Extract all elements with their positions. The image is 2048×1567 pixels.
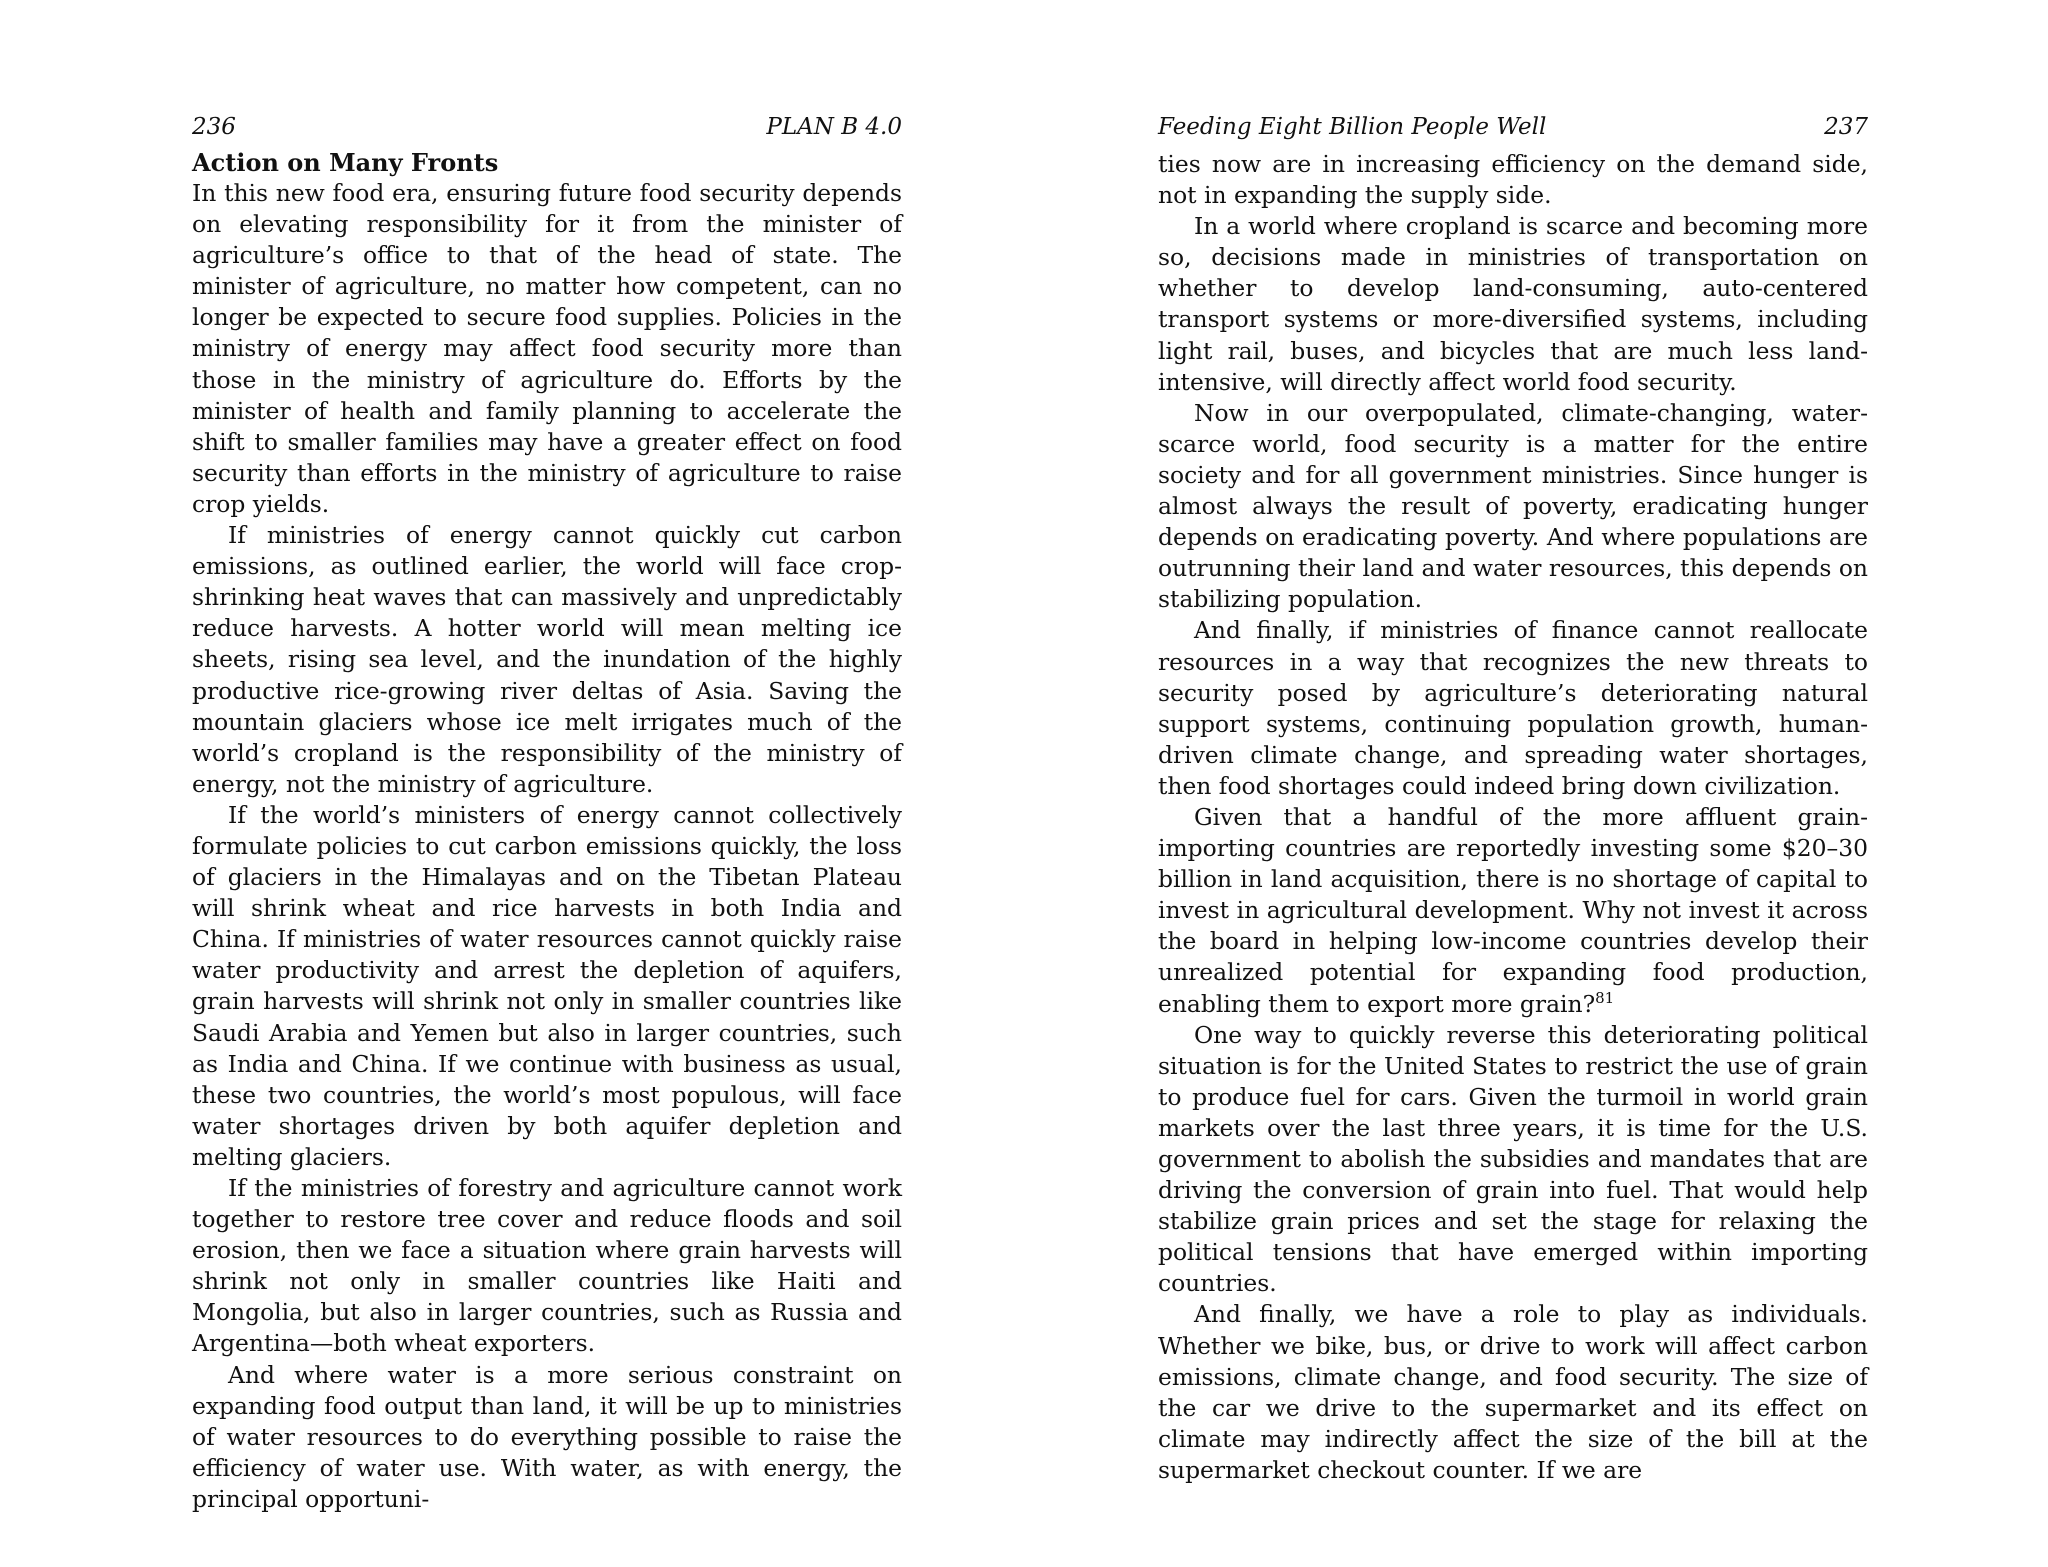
running-title-left: PLAN B 4.0 bbox=[766, 114, 902, 140]
body-paragraph: If the world’s ministers of energy cannot collectively formulate policies to cut carbon emissions quickly, the loss of glaciers in the Himalayas and on the Tibetan Plateau will shrink wheat and rice harvests in both India and China. If ministries of water resources cannot quickly raise water productivity and arrest the depletion of aquifers, grain harvests will shrink not only in smaller countries like Saudi Arabia and Yemen but also in larger countries, such as India and China. If we continue with business as usual, these two countries, the world’s most populous, will face water shortages driven by both aquifer depletion and melting glaciers. bbox=[192, 800, 902, 1171]
running-head-left bbox=[192, 112, 902, 143]
body-paragraph: And finally, if ministries of finance cannot reallocate resources in a way that recognizes the new threats to security posed by agriculture’s deteriorating natural support systems, continuing population growth, human-driven climate change, and spreading water shortages, then food shortages could indeed bring down civilization. bbox=[1158, 616, 1868, 800]
body-paragraph: If ministries of energy cannot quickly cut carbon emissions, as outlined earlier, the world will face crop-shrinking heat waves that can massively and unpredictably reduce harvests. A hotter world will mean melting ice sheets, rising sea level, and the inundation of the highly productive rice-growing river deltas of Asia. Saving the mountain glaciers whose ice melt irrigates much of the world’s cropland is the responsibility of the ministry of energy, not the ministry of agriculture. bbox=[192, 521, 902, 798]
body-paragraph: In this new food era, ensuring future food security depends on elevating responsibility for it from the minister of agriculture’s office to that of the head of state. The minister of agriculture, no matter how competent, can no longer be expected to secure food supplies. Policies in the ministry of energy may affect food security more than those in the ministry of agriculture do. Efforts by the minister of health and family planning to accelerate the shift to smaller families may have a greater effect on food security than efforts in the ministry of agriculture to raise crop yields. bbox=[192, 179, 902, 518]
continued-paragraph: ties now are in increasing efficiency on the demand side, not in expanding the supply side. bbox=[1158, 150, 1868, 210]
body-paragraph: And where water is a more serious constraint on expanding food output than land, it will be up to ministries of water resources to do everything possible to raise the efficiency of water use. With water, as with energy, the principal opportuni- bbox=[192, 1360, 902, 1513]
body-paragraph: If the ministries of forestry and agriculture cannot work together to restore tree cover and reduce floods and soil erosion, then we face a situation where grain harvests will shrink not only in smaller countries like Haiti and Mongolia, but also in larger countries, such as Russia and Argentina—both wheat exporters. bbox=[192, 1174, 902, 1358]
body-paragraph: In a world where cropland is scarce and becoming more so, decisions made in ministries of transportation on whether to develop land-consuming, auto-centered transport systems or more-diversified systems, including light rail, buses, and bicycles that are much less land-intensive, will directly affect world food security. bbox=[1158, 212, 1868, 396]
page-number-right: 237 bbox=[1824, 114, 1868, 140]
running-head-right bbox=[1158, 112, 1868, 143]
paragraph-text: Given that a handful of the more affluent grain-importing countries are reportedly investing some $20–30 billion in land acquisition, there is no shortage of capital to invest in agricultural development. Why not invest it across the board in helping low-income countries develop their unrealized potential for expanding food production, enabling them to export more grain? bbox=[1158, 802, 1868, 1018]
section-heading: Action on Many Fronts bbox=[192, 148, 499, 177]
right-page bbox=[1158, 112, 1868, 1486]
running-title-right: Feeding Eight Billion People Well bbox=[1158, 114, 1547, 140]
footnote-reference: 81 bbox=[1595, 988, 1615, 1007]
body-paragraph: And finally, we have a role to play as individuals. Whether we bike, bus, or drive to work will affect carbon emissions, climate change, and food security. The size of the car we drive to the supermarket and its effect on climate may indirectly affect the size of the bill at the supermarket checkout counter. If we are bbox=[1158, 1300, 1868, 1484]
left-page bbox=[192, 112, 902, 1515]
page-number-left: 236 bbox=[192, 114, 236, 140]
body-paragraph: One way to quickly reverse this deteriorating political situation is for the United States to restrict the use of grain to produce fuel for cars. Given the turmoil in world grain markets over the last three years, it is time for the U.S. government to abolish the subsidies and mandates that are driving the conversion of grain into fuel. That would help stabilize grain prices and set the stage for relaxing the political tensions that have emerged within importing countries. bbox=[1158, 1020, 1868, 1298]
body-paragraph-with-footnote bbox=[1158, 802, 1868, 1020]
body-paragraph: Now in our overpopulated, climate-changing, water-scarce world, food security is a matter for the entire society and for all government ministries. Since hunger is almost always the result of poverty, eradicating hunger depends on eradicating poverty. And where populations are outrunning their land and water resources, this depends on stabilizing population. bbox=[1158, 398, 1868, 614]
